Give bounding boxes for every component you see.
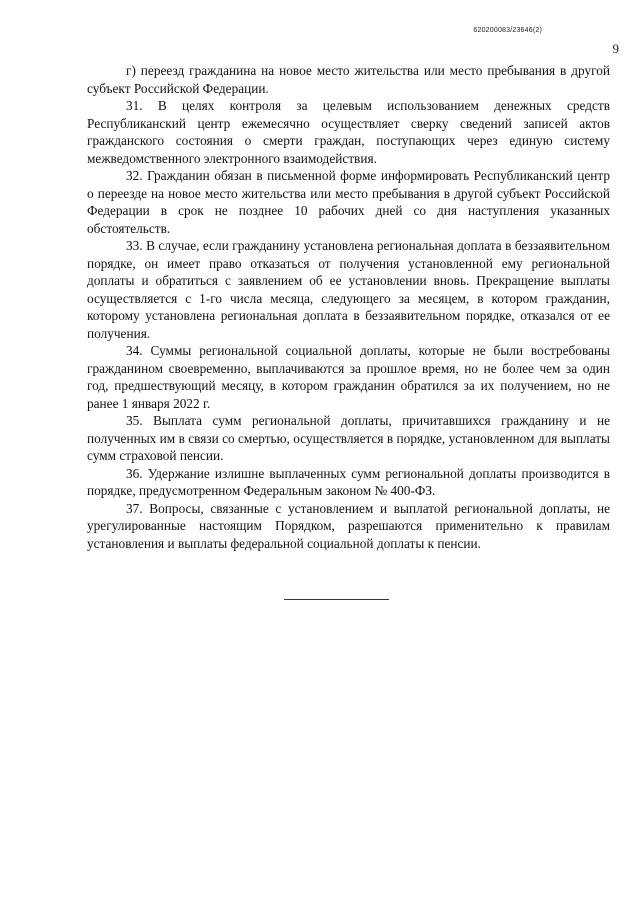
paragraph-32: 32. Гражданин обязан в письменной форме информировать Республиканский центр о переезде на новое место жительства или место пребывания в другой субъект Российской Федерации в срок не позднее 10 рабочих дней со дня наступления указанных обстоятельств. xyxy=(87,168,610,236)
paragraph-34: 34. Суммы региональной социальной доплаты, которые не были востребованы гражданином своевременно, выплачиваются за прошлое время, но не более чем за один год, предшествующий месяцу, в котором гражданин обратился за их получением, но не ранее 1 января 2022 г. xyxy=(87,343,610,411)
paragraph-35: 35. Выплата сумм региональной доплаты, причитавшихся гражданину и не полученных им в связи со смертью, осуществляется в порядке, установленном для выплаты сумм страховой пенсии. xyxy=(87,413,610,463)
paragraph-31: 31. В целях контроля за целевым использованием денежных средств Республиканский центр ежемесячно осуществляет сверку сведений записей актов гражданского состояния о смерти граждан, поступающих через единую систему межведомственного электронного взаимодействия. xyxy=(87,98,610,166)
paragraph-36: 36. Удержание излишне выплаченных сумм региональной доплаты производится в порядке, предусмотренном Федеральным законом № 400-ФЗ. xyxy=(87,465,610,498)
page-number: 9 xyxy=(612,41,619,56)
paragraph-37: 37. Вопросы, связанные с установлением и выплатой региональной доплаты, не урегулированные настоящим Порядком, разрешаются применительно к правилам установления и выплаты федеральной социальной доплаты к пенсии. xyxy=(87,500,610,551)
paragraph-item-g: г) переезд гражданина на новое место жительства или место пребывания в другой субъект Российской Федерации. xyxy=(87,63,610,96)
paragraph-33: 33. В случае, если гражданину установлена региональная доплата в беззаявительном порядке, он имеет право отказаться от получения установленной ему региональной доплаты и обратиться с заявлением об ее установлении вновь. Прекращение выплаты осуществляется с 1-го числа месяца, следующего за месяцем, в котором гражданин, которому установлена региональная доплата в беззаявительном порядке, отказался от ее получения. xyxy=(87,238,610,341)
end-separator-line xyxy=(284,599,389,600)
document-body xyxy=(87,62,610,552)
document-id: 620200083/23646(2) xyxy=(473,27,542,34)
